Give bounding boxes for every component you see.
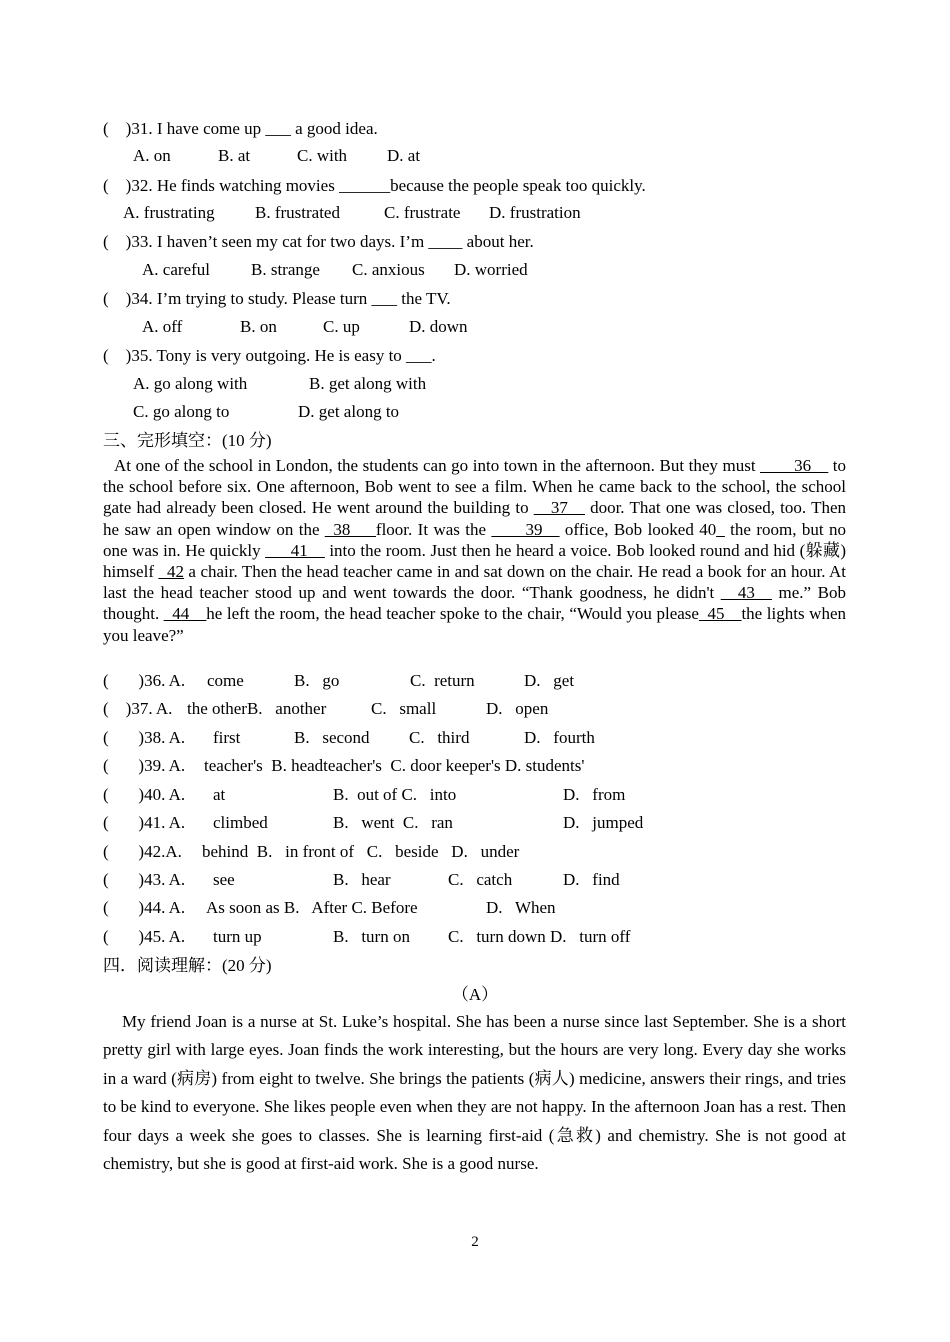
question-number: ( )43. A. — [103, 870, 186, 889]
option: at — [213, 785, 226, 804]
question-number: ( )36. A. — [103, 671, 186, 690]
blank-43: __43__ — [720, 583, 772, 603]
option: B. go — [294, 671, 340, 690]
option: C. up — [323, 317, 360, 336]
option: behind B. in front of C. beside D. under — [202, 842, 520, 861]
blank-44: _44__ — [163, 604, 207, 624]
passage-a-heading: （A） — [451, 985, 499, 1004]
question-32-stem: ( )32. He finds watching movies ______because the people speak too quickly. — [103, 176, 646, 195]
option: B. strange — [251, 260, 320, 279]
option: D. frustration — [489, 203, 581, 222]
option: A. go along with — [133, 374, 248, 393]
option: turn up — [213, 927, 262, 946]
option: D. down — [409, 317, 468, 336]
option: D. find — [563, 870, 620, 889]
question-number: ( )42.A. — [103, 842, 182, 861]
blank-40: _ — [716, 519, 725, 539]
option: B. at — [218, 146, 251, 165]
option: D. get along to — [298, 402, 400, 421]
option: D. at — [387, 146, 421, 165]
option: C. with — [297, 146, 348, 165]
option: C. small — [371, 699, 437, 718]
option: B. second — [294, 728, 370, 747]
blank-37: __37__ — [533, 498, 585, 518]
option: B. on — [240, 317, 277, 336]
option: C. return — [410, 671, 475, 690]
option: A. off — [142, 317, 183, 336]
option: first — [213, 728, 241, 747]
option: climbed — [213, 813, 268, 832]
option: A. careful — [142, 260, 210, 279]
question-number: ( )45. A. — [103, 927, 186, 946]
cloze-passage: At one of the school in London, the students can go into town in the afternoon. But they must ____36__ to the school before six. One afternoon, Bob went to see a film. When he came back to the school, the school gate had already been closed. He went around the building to __37__ door. That one was closed, too. Then he saw an open window on the _38___floor. It was the ____39__ office, Bob looked 40_ the room, but no one was in. He quickly ___41__ into the room. Just then he heard a voice. Bob looked round and hid (躲藏) himself _42 a chair. Then the head teacher came in and sat down on the chair. He read a book for an hour. At last the head teacher stood up and went towards the door. “Thank goodness, he didn't __43__ me.” Bob thought. _44__he left the room, the head teacher spoke to the chair, “Would you please_45__the lights when you leave?” — [103, 456, 847, 645]
option: the otherB. another — [187, 699, 327, 718]
question-number: ( )44. A. — [103, 898, 186, 917]
section-4-heading: 四．阅读理解：(20 分) — [103, 956, 272, 975]
question-35-stem: ( )35. Tony is very outgoing. He is easy to ___. — [103, 346, 436, 365]
option: D. fourth — [524, 728, 595, 747]
question-31-stem: ( )31. I have come up ___ a good idea. — [103, 119, 378, 138]
option: B. get along with — [309, 374, 427, 393]
option: B. hear — [333, 870, 391, 889]
blank-36: ____36__ — [760, 456, 829, 475]
option: A. frustrating — [123, 203, 215, 222]
option: D. jumped — [563, 813, 644, 832]
option: B. went C. ran — [333, 813, 453, 832]
section-3-heading: 三、完形填空：(10 分) — [103, 431, 272, 450]
question-number: ( )41. A. — [103, 813, 186, 832]
question-33-stem: ( )33. I haven’t seen my cat for two days. I’m ____ about her. — [103, 232, 534, 251]
question-number: ( )38. A. — [103, 728, 186, 747]
question-34-stem: ( )34. I’m trying to study. Please turn ___ the TV. — [103, 289, 451, 308]
page-number: 2 — [471, 1234, 479, 1250]
option: D. open — [486, 699, 549, 718]
option: As soon as B. After C. Before — [206, 898, 418, 917]
option: D. get — [524, 671, 575, 690]
option: C. frustrate — [384, 203, 461, 222]
option: D. When — [486, 898, 556, 917]
option: C. turn down D. turn off — [448, 927, 631, 946]
question-number: ( )39. A. — [103, 756, 186, 775]
option: D. worried — [454, 260, 528, 279]
option: come — [207, 671, 244, 690]
question-number: ( )40. A. — [103, 785, 186, 804]
option: teacher's B. headteacher's C. door keeper's D. students' — [204, 756, 585, 775]
blank-45: _45__ — [698, 604, 742, 624]
reading-passage-a: My friend Joan is a nurse at St. Luke’s hospital. She has been a nurse since last September. She is a short pretty girl with large eyes. Joan finds the work interesting, but the hours are very long. Every day she works in a ward (病房) from eight to twelve. She brings the patients (病人) medicine, answers their rings, and tries to be kind to everyone. She likes people even when they are not happy. In the afternoon Joan has a rest. Then four days a week she goes to classes. She is learning first-aid (急救) and chemistry. She is not good at chemistry, but she is good at first-aid work. She is a good nurse. — [103, 1012, 846, 1174]
question-number: ( )37. A. — [103, 699, 173, 718]
option: B. turn on — [333, 927, 410, 946]
blank-41: ___41__ — [265, 540, 325, 560]
blank-39: ____39__ — [491, 519, 560, 539]
option: A. on — [133, 146, 171, 165]
blank-42: _42 — [158, 562, 184, 582]
option: see — [213, 870, 235, 889]
option: D. from — [563, 785, 626, 804]
option: C. go along to — [133, 402, 230, 421]
option: B. out of C. into — [333, 785, 457, 804]
option: C. anxious — [352, 260, 425, 279]
option: C. catch — [448, 870, 513, 889]
blank-38: _38___ — [324, 519, 376, 539]
option: B. frustrated — [255, 203, 340, 222]
option: C. third — [409, 728, 470, 747]
